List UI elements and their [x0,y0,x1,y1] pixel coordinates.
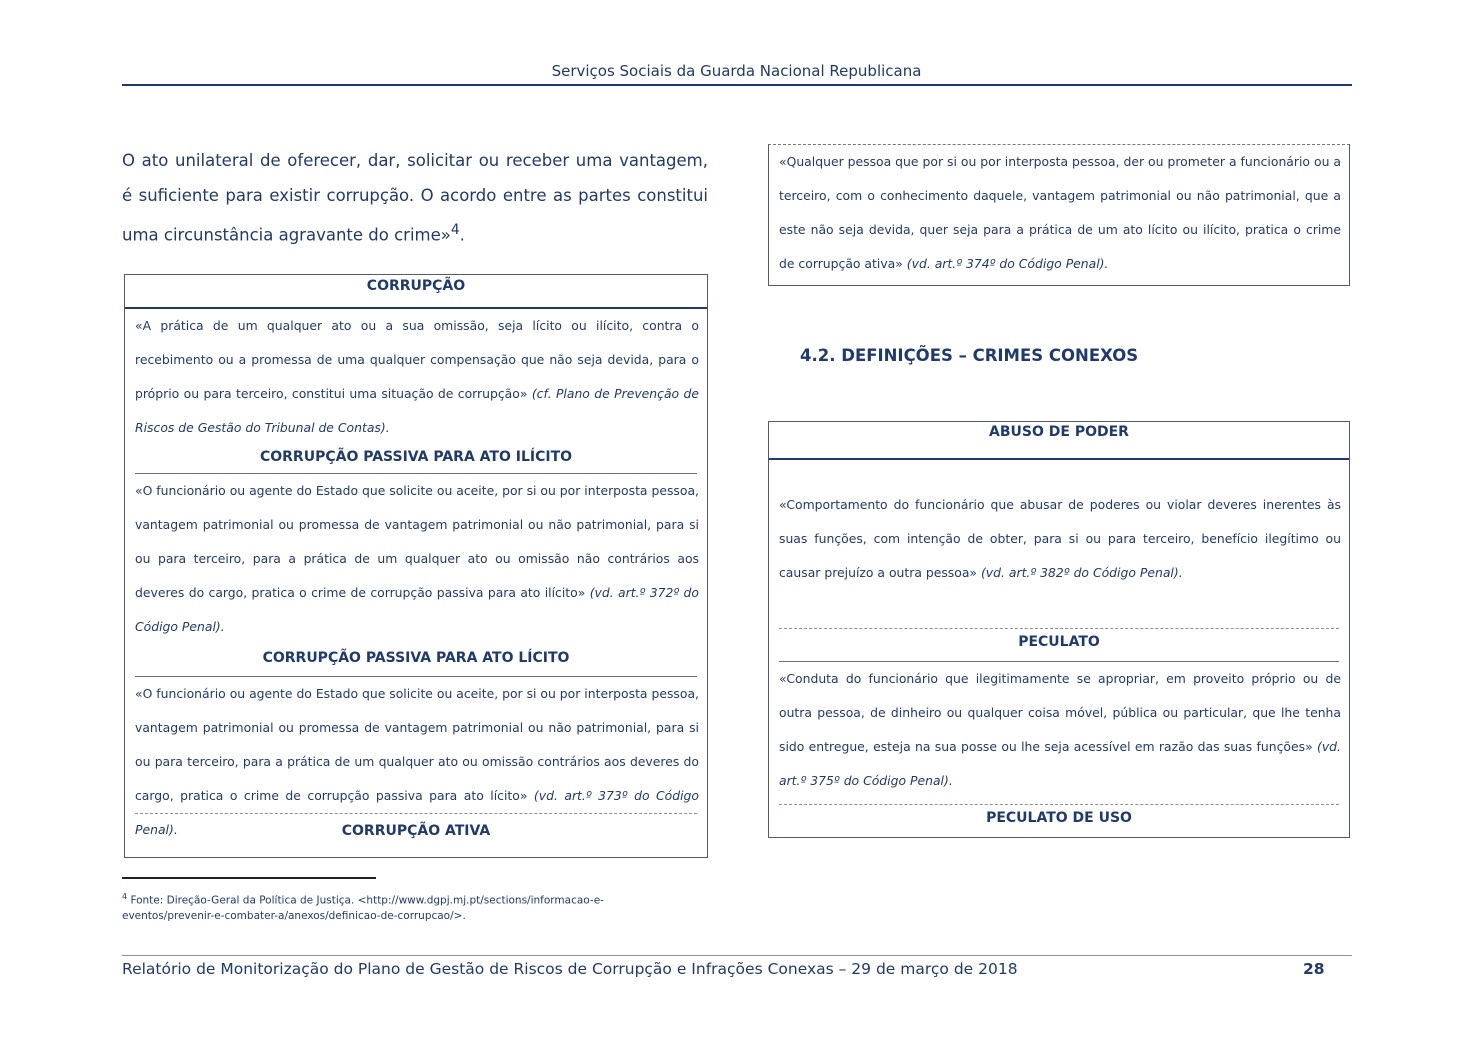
intro-text: O ato unilateral de oferecer, dar, solicitar ou receber uma vantagem, é suficiente para existir corrupção. O acordo entre as partes constitui uma circunstância agravante do crime» [122,151,708,245]
section-text-abuso-poder [769,460,1349,628]
left-definitions-box [124,274,708,858]
page-number: 28 [1303,960,1325,978]
section-title-peculato-uso: PECULATO DE USO [779,804,1339,833]
corrupcao-text: «A prática de um qualquer ato ou a sua omissão, seja lícito ou ilícito, contra o recebimento ou a promessa de uma qualquer compensação que não seja devida, para o próprio ou para terceiro, constitui uma situação de corrupção» [135,318,699,401]
corrupcao-ativa-ref: (vd. art.º 374º do Código Penal). [906,256,1109,271]
section-title-passiva-ilicito: CORRUPÇÃO PASSIVA PARA ATO ILÍCITO [135,445,697,474]
corrupcao-ativa-text: «Qualquer pessoa que por si ou por interposta pessoa, der ou prometer a funcionário ou a terceiro, com o conhecimento daquele, vantagem patrimonial ou não patrimonial, que a este não seja devida, quer seja para a prática de um ato lícito ou ilícito, pratica o crime de corrupção ativa» [779,154,1341,271]
footer-report-title: Relatório de Monitorização do Plano de Gestão de Riscos de Corrupção e Infrações Conexas – 29 de março de 2018 [122,960,1018,978]
section-subheading: 4.2. DEFINIÇÕES – CRIMES CONEXOS [800,346,1139,365]
peculato-ref: (vd. art.º 375º do Código Penal). [779,739,1341,788]
section-title-peculato: PECULATO [779,628,1339,662]
section-text-passiva-ilicito [125,474,707,646]
abuso-poder-text: «Comportamento do funcionário que abusar de poderes ou violar deveres inerentes às suas funções, com intenção de obter, para si ou para terceiro, benefício ilegítimo ou causar prejuízo a outra pessoa» [779,497,1341,580]
passiva-licito-text: «O funcionário ou agente do Estado que solicite ou aceite, por si ou por interposta pessoa, vantagem patrimonial ou promessa de vantagem patrimonial ou não patrimonial, para si ou para terceiro, para a prática de um qualquer ato ou omissão contrários aos deveres do cargo, pratica o crime de corrupção passiva para ato lícito» [135,686,699,803]
peculato-text: «Conduta do funcionário que ilegitimamente se apropriar, em proveito próprio ou de outra pessoa, de dinheiro ou qualquer coisa móvel, pública ou particular, que lhe tenha sido entregue, esteja na sua posse ou lhe seja acessível em razão das suas funções» [779,671,1341,754]
corrupcao-ref: (cf. Plano de Prevenção de Riscos de Gestão do Tribunal de Contas). [135,386,699,435]
footnote-divider [122,877,376,879]
section-text-peculato [769,662,1349,804]
passiva-ilicito-ref: (vd. art.º 372º do Código Penal). [135,585,699,634]
intro-paragraph [122,143,708,253]
corrupcao-ativa-quote [769,145,1349,281]
footnote-mark: 4 [122,892,128,901]
header-divider [122,84,1352,86]
abuso-poder-ref: (vd. art.º 382º do Código Penal). [980,565,1183,580]
footnote-text: Fonte: Direção-Geral da Política de Justiça. <http://www.dgpj.mj.pt/sections/informacao-e-eventos/prevenir-e-combater-a/anexos/definicao-de-corrupcao/>. [122,894,604,922]
section-text-corrupcao [125,309,707,445]
section-title-ativa: CORRUPÇÃO ATIVA [135,813,697,846]
corrupcao-ativa-quote-box [768,144,1350,286]
section-title-corrupcao: CORRUPÇÃO [125,275,707,309]
passiva-licito-ref: (vd. art.º 373º do Código Penal). [135,788,699,837]
footer-divider [122,955,1352,956]
intro-end: . [459,225,465,245]
footnote [122,889,662,924]
page-header-title: Serviços Sociais da Guarda Nacional Republicana [551,62,922,80]
section-title-abuso-poder: ABUSO DE PODER [769,422,1349,460]
section-title-passiva-licito: CORRUPÇÃO PASSIVA PARA ATO LÍCITO [135,646,697,677]
passiva-ilicito-text: «O funcionário ou agente do Estado que solicite ou aceite, por si ou por interposta pessoa, vantagem patrimonial ou promessa de vantagem patrimonial ou não patrimonial, para si ou para terceiro, para a prática de um qualquer ato ou omissão não contrários aos deveres do cargo, pratica o crime de corrupção passiva para ato ilícito» [135,483,699,600]
intro-footnote-mark: 4 [450,222,460,238]
right-definitions-box [768,421,1350,838]
